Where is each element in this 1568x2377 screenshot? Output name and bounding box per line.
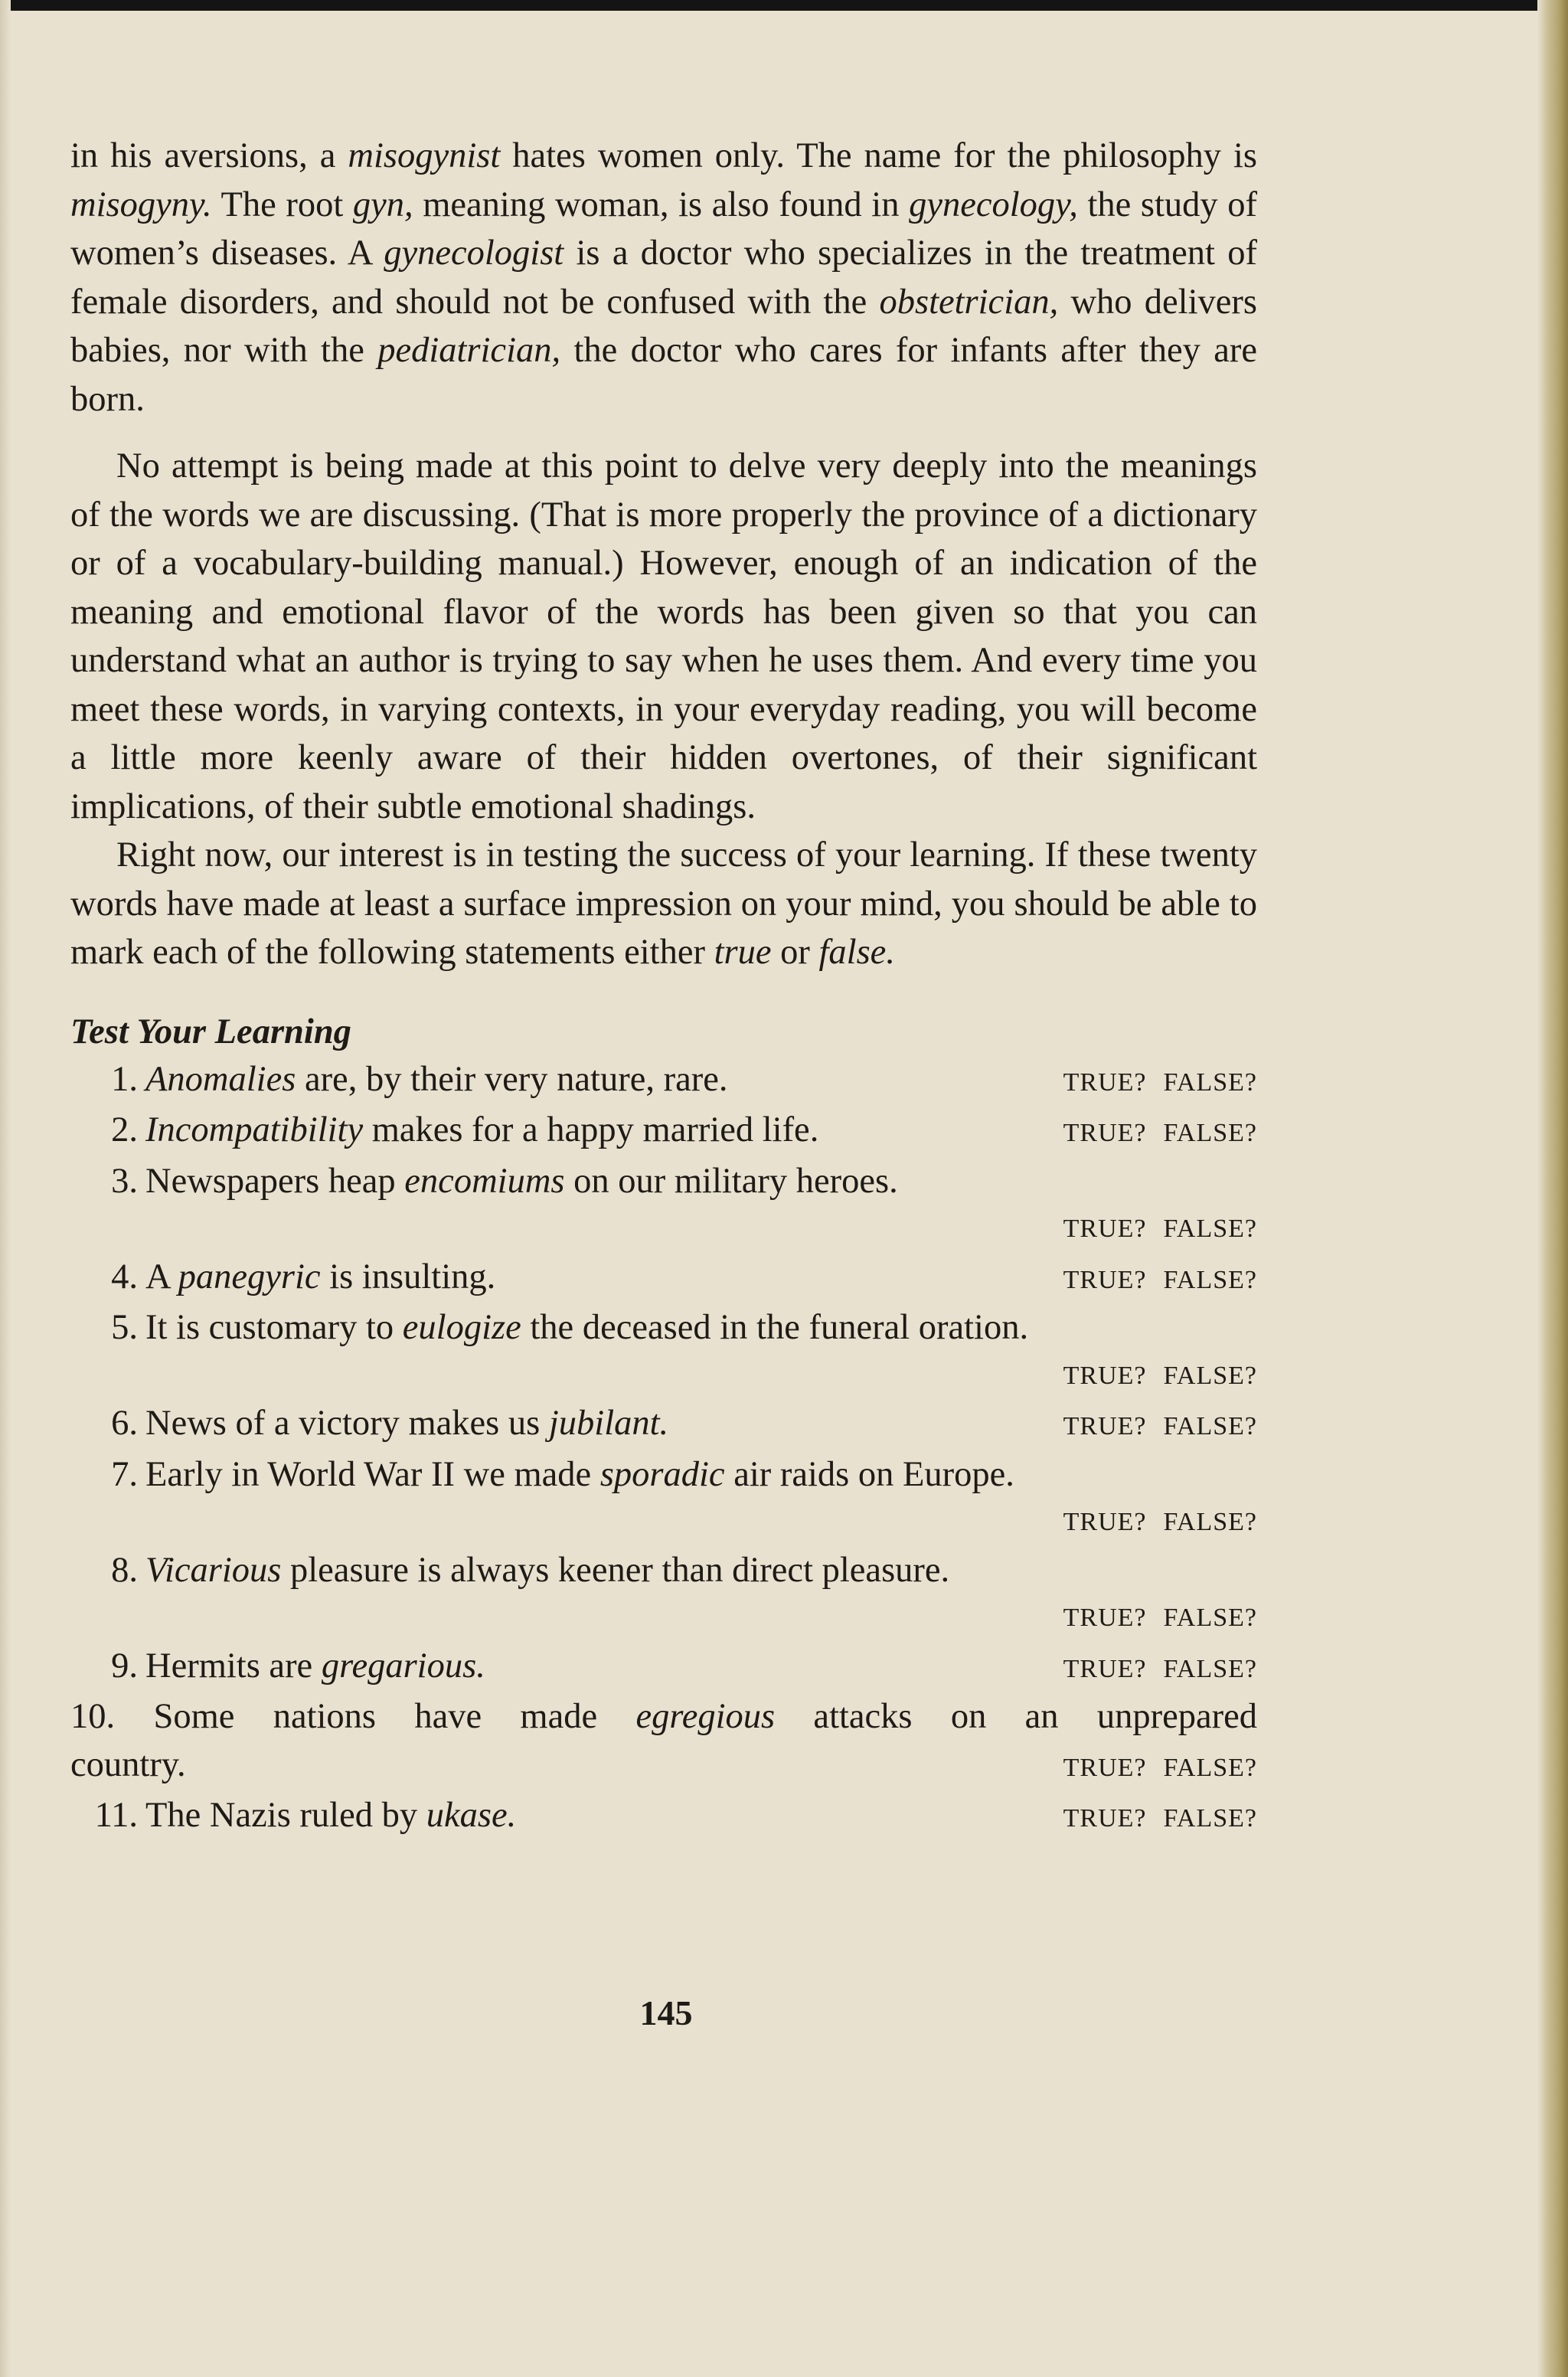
false-option[interactable]: FALSE?	[1163, 1804, 1257, 1833]
false-option[interactable]: FALSE?	[1163, 1119, 1257, 1147]
question-text: A panegyric is insulting.	[145, 1257, 496, 1296]
page-edge	[1537, 0, 1568, 2377]
term-false: false.	[818, 933, 895, 972]
question-number: 1.	[111, 1059, 138, 1099]
paragraph-continuation	[70, 132, 1257, 423]
question-2	[70, 1107, 1257, 1158]
true-option[interactable]: TRUE?	[1063, 1804, 1147, 1833]
true-option[interactable]: TRUE?	[1063, 1361, 1147, 1390]
true-false-options	[1004, 1744, 1257, 1793]
true-option[interactable]: TRUE?	[1063, 1753, 1147, 1782]
question-10-continued	[70, 1741, 1257, 1793]
true-false-options	[1004, 1059, 1257, 1107]
true-false-options	[1004, 1594, 1257, 1643]
true-false-options	[1004, 1110, 1257, 1158]
text-run: meaning woman, is also found in	[413, 185, 910, 224]
question-text: The Nazis ruled by ukase.	[145, 1796, 517, 1835]
question-number: 3.	[111, 1161, 138, 1201]
false-option[interactable]: FALSE?	[1163, 1753, 1257, 1782]
question-number: 8.	[111, 1550, 138, 1590]
question-number: 5.	[111, 1308, 138, 1347]
true-false-options	[1004, 1499, 1257, 1547]
true-option[interactable]: TRUE?	[1063, 1654, 1147, 1683]
question-text: Vicarious pleasure is always keener than direct pleasure.	[145, 1550, 950, 1590]
true-false-options	[1004, 1795, 1257, 1843]
false-option[interactable]: FALSE?	[1163, 1508, 1257, 1536]
question-11	[70, 1792, 1257, 1843]
term-true: true	[714, 933, 772, 972]
term-pediatrician: pediatrician,	[377, 331, 561, 370]
term-misogynist: misogynist	[348, 136, 501, 175]
question-4	[70, 1254, 1257, 1305]
question-8-answers	[70, 1594, 1257, 1643]
text-run: who delivers babies, nor with the	[70, 282, 1257, 370]
text-run: in his aversions, a	[70, 136, 348, 175]
false-option[interactable]: FALSE?	[1163, 1361, 1257, 1390]
question-3-answers	[70, 1205, 1257, 1254]
term-obstetrician: obstetrician,	[879, 282, 1059, 322]
text-run: hates women only. The name for the philosophy is	[500, 136, 1257, 175]
false-option[interactable]: FALSE?	[1163, 1215, 1257, 1243]
true-false-options	[1004, 1352, 1257, 1401]
question-7-answers	[70, 1499, 1257, 1547]
question-text-continued: country.	[70, 1744, 186, 1784]
term-gynecology: gynecology,	[909, 185, 1078, 224]
question-3	[70, 1158, 1257, 1206]
question-text: News of a victory makes us jubilant.	[145, 1404, 669, 1443]
question-5	[70, 1304, 1257, 1352]
term-gynecologist: gynecologist	[384, 234, 564, 273]
text-run: Right now, our interest is in testing the success of your learning. If these twenty words have made at least a surface impression on your mind, you should be able to mark each of the following statements either	[70, 835, 1257, 972]
false-option[interactable]: FALSE?	[1163, 1412, 1257, 1440]
question-text: Hermits are gregarious.	[145, 1646, 485, 1685]
text-run: or	[771, 933, 819, 972]
paragraph-3	[70, 831, 1257, 977]
question-9	[70, 1643, 1257, 1694]
question-number: 6.	[111, 1404, 138, 1443]
question-number: 4.	[111, 1257, 138, 1296]
page-body	[70, 132, 1257, 1843]
false-option[interactable]: FALSE?	[1163, 1654, 1257, 1683]
term-gyn: gyn,	[352, 185, 413, 224]
question-text: Early in World War II we made sporadic air raids on Europe.	[145, 1454, 1014, 1494]
true-option[interactable]: TRUE?	[1063, 1215, 1147, 1243]
section-heading: Test Your Learning	[70, 1012, 351, 1051]
true-option[interactable]: TRUE?	[1063, 1068, 1147, 1097]
text-run: the doctor who cares for infants after they are born.	[70, 331, 1257, 419]
true-false-options	[1004, 1257, 1257, 1305]
true-false-options	[1004, 1205, 1257, 1254]
question-10	[70, 1693, 1257, 1741]
question-number: 2.	[111, 1110, 138, 1149]
question-list	[70, 1056, 1257, 1843]
question-text: It is customary to eulogize the deceased in the funeral oration.	[145, 1308, 1029, 1347]
true-option[interactable]: TRUE?	[1063, 1604, 1147, 1632]
question-text: Incompatibility makes for a happy married life.	[145, 1110, 819, 1149]
question-text: Newspapers heap encomiums on our military heroes.	[145, 1161, 898, 1201]
page-number: 145	[639, 1993, 693, 2032]
question-number: 9.	[111, 1646, 138, 1685]
question-6	[70, 1400, 1257, 1451]
question-number: 11.	[94, 1796, 138, 1835]
question-text: Anomalies are, by their very nature, rare.	[145, 1059, 728, 1099]
true-false-options	[1004, 1403, 1257, 1451]
question-number: 7.	[111, 1454, 138, 1494]
term-misogyny: misogyny.	[70, 185, 212, 224]
true-option[interactable]: TRUE?	[1063, 1412, 1147, 1440]
true-false-options	[1004, 1646, 1257, 1694]
question-text: Some nations have made egregious attacks on an unprepared	[153, 1697, 1257, 1736]
false-option[interactable]: FALSE?	[1163, 1265, 1257, 1294]
true-option[interactable]: TRUE?	[1063, 1265, 1147, 1294]
scan-top-edge	[0, 0, 1568, 11]
question-7	[70, 1451, 1257, 1499]
text-run: the study of women’s diseases. A	[70, 185, 1257, 273]
text-run: The root	[211, 185, 353, 224]
paragraph-2: No attempt is being made at this point to delve very deeply into the meanings of the words we are discussing. (That is more properly the province of a dictionary or of a vocabulary-building manual.) However, enough of an indication of the meaning and emotional flavor of the words has been given so that you can understand what an author is trying to say when he uses them. And every time you meet these words, in varying contexts, in your everyday reading, you will become a little more keenly aware of their hidden overtones, of their significant implications, of their subtle emotional shadings.	[70, 446, 1257, 826]
text-run: is a doctor who specializes in the treatment of female disorders, and should not be confused with the	[70, 234, 1257, 322]
true-option[interactable]: TRUE?	[1063, 1119, 1147, 1147]
true-option[interactable]: TRUE?	[1063, 1508, 1147, 1536]
question-number: 10.	[70, 1697, 116, 1736]
question-1	[70, 1056, 1257, 1107]
false-option[interactable]: FALSE?	[1163, 1068, 1257, 1097]
question-8	[70, 1547, 1257, 1595]
question-5-answers	[70, 1352, 1257, 1401]
false-option[interactable]: FALSE?	[1163, 1604, 1257, 1632]
